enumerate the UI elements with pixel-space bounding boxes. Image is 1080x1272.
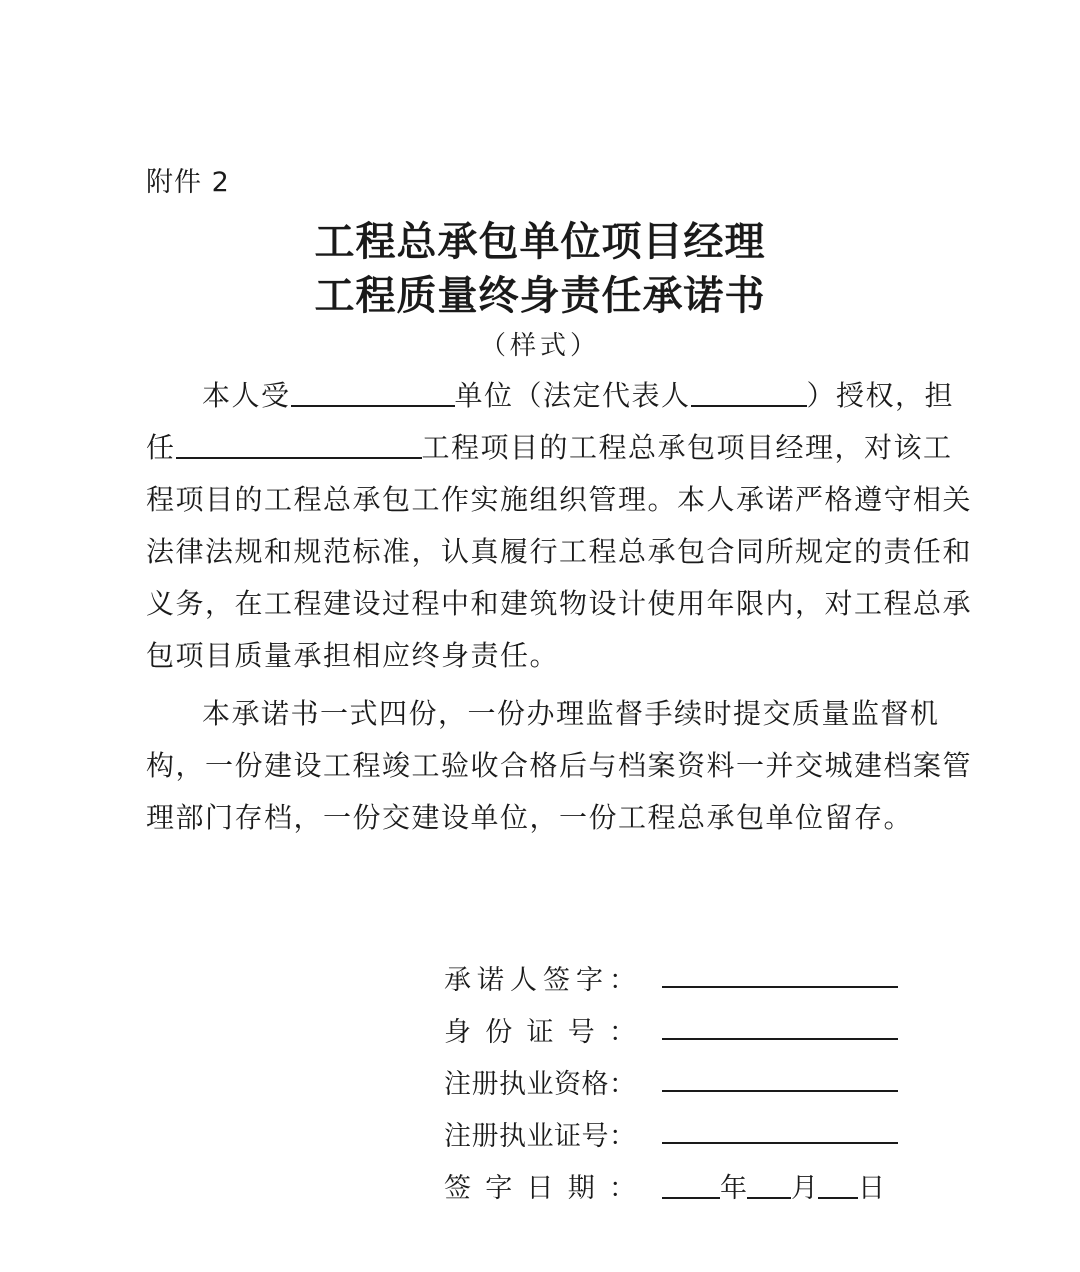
year-label: 年 [720,1173,747,1204]
certificate-number-label: 注册执业证号： [444,1121,636,1152]
qualification-label: 注册执业资格： [444,1069,636,1100]
signer-label: 承诺人签字： [444,965,636,996]
certificate-number-field[interactable] [662,1142,898,1144]
paragraph-line: 构，一份建设工程竣工验收合格后与档案资料一并交城建档案管 [146,749,973,782]
text-segment: 工程项目的工程总承包项目经理，对该工 [421,431,953,464]
text-segment: ）授权，担 [806,379,955,412]
document-title-line-1: 工程总承包单位项目经理 [314,219,766,265]
paragraph-copies [146,688,973,844]
project-name-blank [176,427,422,459]
paragraph-line: 义务，在工程建设过程中和建筑物设计使用年限内，对工程总承 [146,587,973,620]
sign-date-label: 签字日期： [444,1173,636,1204]
signature-row-date [444,1160,914,1212]
paragraph-line [146,370,955,422]
unit-name-blank [291,375,455,407]
paragraph-line [146,422,953,474]
day-label: 日 [858,1173,885,1204]
id-number-label: 身份证号： [444,1017,636,1048]
text-segment: 任 [146,431,176,464]
text-segment: 单位（法定代表人 [454,379,691,412]
attachment-label: 附件 2 [146,167,230,198]
paragraph-line: 程项目的工程总承包工作实施组织管理。本人承诺严格遵守相关 [146,483,973,516]
month-label: 月 [791,1173,818,1204]
paragraph-line: 法律法规和规范标准，认真履行工程总承包合同所规定的责任和 [146,535,973,568]
id-number-field[interactable] [662,1038,898,1040]
year-blank[interactable] [662,1169,720,1199]
paragraph-line [146,688,946,740]
text-segment: 本人受 [202,379,291,412]
paragraph-line: 包项目质量承担相应终身责任。 [146,639,560,672]
legal-representative-blank [691,375,807,407]
month-blank[interactable] [747,1169,791,1199]
document-subtitle: （样式） [479,331,600,361]
signature-block [444,952,914,1212]
day-blank[interactable] [818,1169,858,1199]
signer-signature-field[interactable] [662,986,898,988]
signature-row-qualification [444,1056,914,1108]
text-segment: 本承诺书一式四份，一份办理监督手续时提交质量监督机 [202,697,940,730]
signature-row-id [444,1004,914,1056]
qualification-field[interactable] [662,1090,898,1092]
sign-date-field [662,1166,885,1205]
document-title-line-2: 工程质量终身责任承诺书 [314,273,766,319]
paragraph-authorization [146,370,973,682]
signature-row-signer [444,952,914,1004]
paragraph-line: 理部门存档，一份交建设单位，一份工程总承包单位留存。 [146,801,914,834]
signature-row-certificate [444,1108,914,1160]
